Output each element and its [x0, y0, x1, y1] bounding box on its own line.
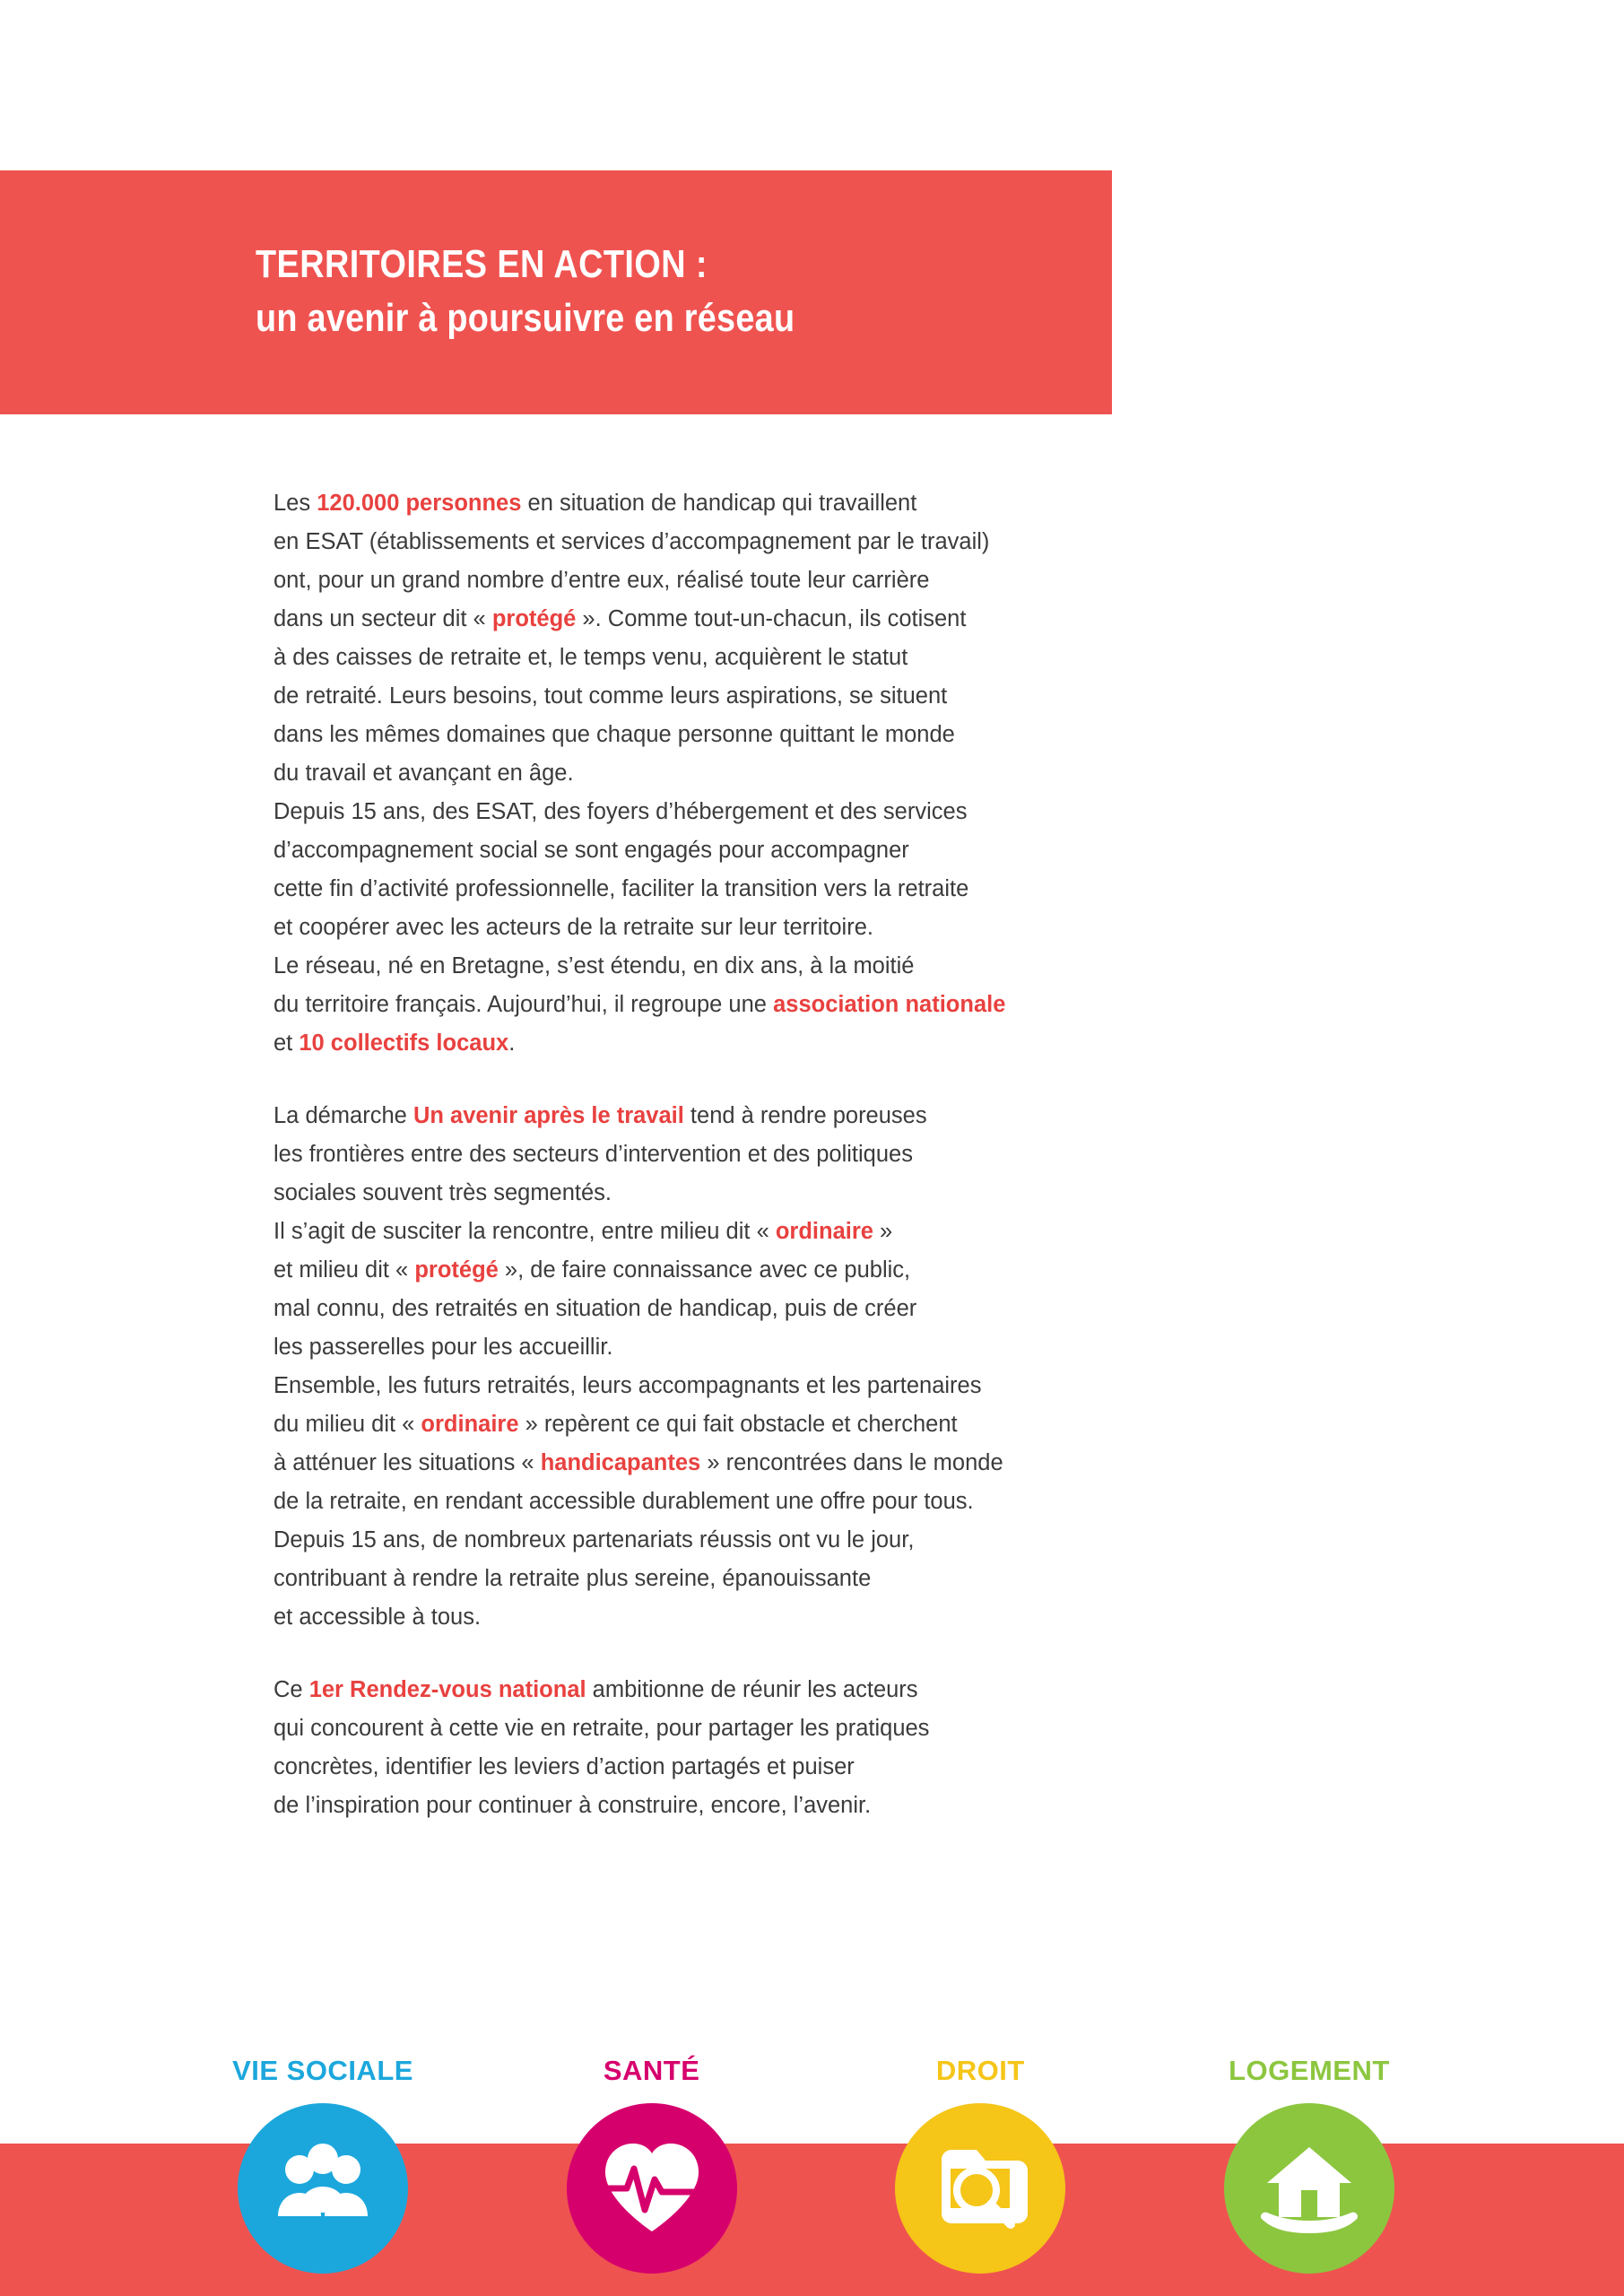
- text-line: [274, 831, 1421, 870]
- text-run: et accessible à tous.: [274, 1605, 482, 1630]
- text-line: [274, 639, 1421, 677]
- text-run: et: [274, 1031, 300, 1056]
- text-run: Le réseau, né en Bretagne, s’est étendu, en dix ans, à la moitié: [274, 953, 915, 978]
- text-run: à atténuer les situations «: [274, 1450, 541, 1475]
- text-run: du territoire français. Aujourd’hui, il regroupe une: [274, 992, 774, 1017]
- text-line: [274, 1521, 1421, 1560]
- picto-item-droit: [846, 2055, 1115, 2274]
- house-in-hand-icon: [1224, 2103, 1394, 2274]
- text-run: dans un secteur dit «: [274, 606, 492, 631]
- text-run: d’accompagnement social se sont engagés pour accompagner: [274, 838, 909, 863]
- text-line: [274, 1671, 1421, 1709]
- text-run: Depuis 15 ans, de nombreux partenariats réussis ont vu le jour,: [274, 1527, 915, 1552]
- text-line: [274, 1097, 1421, 1135]
- text-line: [274, 1598, 1421, 1637]
- text-run: », de faire connaissance avec ce public,: [498, 1257, 911, 1283]
- heart-pulse-icon: [567, 2103, 737, 2274]
- highlighted-text: Un avenir après le travail: [413, 1103, 684, 1128]
- text-run: qui concourent à cette vie en retraite, pour partager les pratiques: [274, 1716, 930, 1741]
- highlighted-text: handicapantes: [540, 1450, 701, 1475]
- text-line: [274, 1290, 1421, 1328]
- header-title-line2: un avenir à poursuivre en réseau: [256, 295, 795, 340]
- text-run: » rencontrées dans le monde: [700, 1450, 1003, 1475]
- text-run: et milieu dit «: [274, 1257, 415, 1283]
- header-title-line1: TERRITOIRES EN ACTION :: [256, 242, 708, 287]
- document-magnifier-icon: [895, 2103, 1065, 2274]
- text-run: et coopérer avec les acteurs de la retraite sur leur territoire.: [274, 915, 873, 940]
- text-line: [274, 1483, 1421, 1521]
- text-line: [274, 716, 1421, 754]
- text-line: [274, 754, 1421, 793]
- highlighted-text: 10 collectifs locaux: [299, 1031, 509, 1056]
- text-run: de l’inspiration pour continuer à construire, encore, l’avenir.: [274, 1793, 872, 1818]
- picto-item-vie-sociale: [188, 2055, 457, 2274]
- text-line: [274, 793, 1421, 831]
- text-line: [274, 947, 1421, 986]
- highlighted-text: ordinaire: [421, 1412, 519, 1437]
- text-run: ont, pour un grand nombre d’entre eux, réalisé toute leur carrière: [274, 568, 930, 593]
- text-line: [274, 1405, 1421, 1444]
- text-line: [274, 986, 1421, 1024]
- text-line: [274, 1367, 1421, 1405]
- text-run: »: [873, 1219, 893, 1244]
- picto-label: VIE SOCIALE: [232, 2055, 413, 2086]
- text-run: Ce: [274, 1677, 309, 1702]
- text-line: [274, 1213, 1421, 1251]
- text-run: Depuis 15 ans, des ESAT, des foyers d’hébergement et des services: [274, 799, 968, 824]
- paragraph: [274, 1671, 1421, 1825]
- text-run: du travail et avançant en âge.: [274, 761, 574, 786]
- text-run: ambitionne de réunir les acteurs: [586, 1677, 918, 1702]
- paragraph: [274, 1097, 1421, 1637]
- text-line: [274, 870, 1421, 909]
- picto-label: LOGEMENT: [1229, 2055, 1390, 2086]
- text-run: Ensemble, les futurs retraités, leurs accompagnants et les partenaires: [274, 1373, 982, 1398]
- text-line: [274, 1024, 1421, 1063]
- highlighted-text: 1er Rendez-vous national: [308, 1677, 586, 1702]
- text-line: [274, 484, 1421, 523]
- text-run: à des caisses de retraite et, le temps venu, acquièrent le statut: [274, 645, 908, 670]
- picto-label: SANTÉ: [603, 2055, 700, 2086]
- text-run: Les: [274, 491, 317, 516]
- text-line: [274, 677, 1421, 716]
- text-run: .: [508, 1031, 516, 1056]
- picto-label: DROIT: [935, 2055, 1025, 2086]
- text-run: de la retraite, en rendant accessible durablement une offre pour tous.: [274, 1489, 974, 1514]
- text-line: [274, 1328, 1421, 1367]
- text-line: [274, 1560, 1421, 1598]
- highlighted-text: ordinaire: [775, 1219, 873, 1244]
- text-line: [274, 1135, 1421, 1174]
- highlighted-text: protégé: [491, 606, 577, 631]
- text-run: Il s’agit de susciter la rencontre, entre milieu dit «: [274, 1219, 776, 1244]
- text-line: [274, 1748, 1421, 1787]
- picto-item-sant: [517, 2055, 786, 2274]
- picto-item-logement: [1175, 2055, 1444, 2274]
- text-run: » repèrent ce qui fait obstacle et cherchent: [518, 1412, 958, 1437]
- text-line: [274, 600, 1421, 639]
- text-run: les frontières entre des secteurs d’intervention et des politiques: [274, 1142, 913, 1167]
- text-run: contribuant à rendre la retraite plus sereine, épanouissante: [274, 1566, 872, 1591]
- text-run: mal connu, des retraités en situation de handicap, puis de créer: [274, 1296, 917, 1321]
- highlighted-text: protégé: [414, 1257, 499, 1283]
- text-run: sociales souvent très segmentés.: [274, 1180, 612, 1205]
- header-banner: [0, 170, 1112, 414]
- text-line: [274, 909, 1421, 947]
- text-run: dans les mêmes domaines que chaque personne quittant le monde: [274, 722, 955, 747]
- text-line: [274, 523, 1421, 561]
- text-run: de retraité. Leurs besoins, tout comme leurs aspirations, se situent: [274, 683, 948, 709]
- text-run: cette fin d’activité professionnelle, faciliter la transition vers la retraite: [274, 876, 969, 901]
- text-run: les passerelles pour les accueillir.: [274, 1335, 613, 1360]
- text-run: du milieu dit «: [274, 1412, 421, 1437]
- people-group-icon: [238, 2103, 408, 2274]
- text-line: [274, 561, 1421, 600]
- text-run: ». Comme tout-un-chacun, ils cotisent: [576, 606, 967, 631]
- text-run: La démarche: [274, 1103, 413, 1128]
- text-run: concrètes, identifier les leviers d’action partagés et puiser: [274, 1754, 855, 1779]
- text-line: [274, 1174, 1421, 1213]
- text-line: [274, 1444, 1421, 1483]
- highlighted-text: 120.000 personnes: [317, 491, 522, 516]
- paragraph: [274, 484, 1421, 1063]
- text-line: [274, 1787, 1421, 1825]
- text-line: [274, 1251, 1421, 1290]
- text-run: tend à rendre poreuses: [683, 1103, 927, 1128]
- text-run: en situation de handicap qui travaillent: [521, 491, 917, 516]
- document-body: [274, 484, 1421, 1825]
- text-line: [274, 1709, 1421, 1748]
- picto-row: [188, 2013, 1444, 2274]
- highlighted-text: association nationale: [773, 992, 1006, 1017]
- text-run: en ESAT (établissements et services d’accompagnement par le travail): [274, 529, 990, 554]
